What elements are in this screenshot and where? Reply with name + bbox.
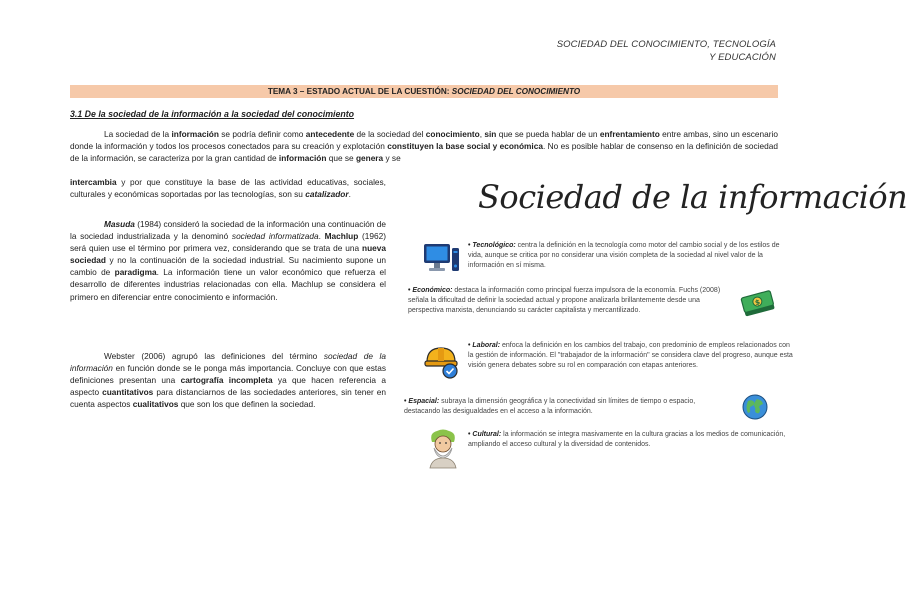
header-line-2: Y EDUCACIÓN xyxy=(709,52,776,63)
page-header xyxy=(557,38,776,64)
item-tecnologico: • Tecnológico: centra la definición en la tecnología como motor del cambio social y de los estilos de vida, aunque se critica por no considerar una visión completa de la sociedad al nivel valor de la información en sí misma. xyxy=(468,242,780,269)
paragraph-1-continued: intercambia y por que constituye la base de las actividad educativas, sociales, culturales y económicas soportadas por las tecnologías, son su catalizador. xyxy=(70,177,386,200)
item-laboral: • Laboral: enfoca la definición en los cambios del trabajo, con predominio de empleos relacionados con la gestión de información. El "trabajador de la información" se considera clave del progreso, aunque esta visión genera debates sobre su rol en comparación con etapas anteriores. xyxy=(468,342,793,369)
topic-banner xyxy=(70,85,778,98)
money-icon xyxy=(740,288,776,320)
paragraph-3: Webster (2006) agrupó las definiciones del término sociedad de la información en función donde se le ponga más importancia. Concluye con que estas definiciones presentan una cartografía incompleta ya que hacen referencia a aspecto cuantitativos para distanciarnos de las sociedades anteriores, sin tener en cuenta aspectos cualitativos que son los que definen la sociedad. xyxy=(70,351,386,410)
infographic xyxy=(400,178,907,478)
banner-prefix: TEMA 3 – ESTADO ACTUAL DE LA CUESTIÓN: xyxy=(267,87,452,96)
header-line-1: SOCIEDAD DEL CONOCIMIENTO, TECNOLOGÍA xyxy=(556,39,776,50)
svg-text:$: $ xyxy=(754,298,762,308)
item-espacial: • Espacial: subraya la dimensión geográfica y la conectividad sin límites de tiempo o espacio, destacando las desigualdades en el acceso a la información. xyxy=(404,398,696,415)
banner-emphasis: SOCIEDAD DEL CONOCIMIENTO xyxy=(451,87,581,96)
philosopher-icon xyxy=(424,428,462,468)
item-economico: • Económico: destaca la información como principal fuerza impulsora de la economía. Fuchs (2008) señala la dificultad de definir la sociedad actual y propone analizarla brillantemente desde una perspectiva marxista, denunciando su carácter capitalista y mercantilizado. xyxy=(408,287,721,314)
infographic-title: Sociedad de la información xyxy=(478,178,907,216)
section-title: 3.1 De la sociedad de la información a la sociedad del conocimiento xyxy=(70,109,355,119)
worker-helmet-icon xyxy=(422,342,460,380)
item-cultural: • Cultural: la información se integra masivamente en la cultura gracias a los medios de comunicación, ampliando el acceso cultural y la diversidad de contenidos. xyxy=(468,431,786,448)
computer-icon xyxy=(422,242,460,276)
paragraph-2: Masuda (1984) consideró la sociedad de la información una continuación de la sociedad industrializada y la denominó sociedad informatizada. Machlup (1962) será quien use el término por primera vez, considerando que se trata de una nueva sociedad y no la continuación de la sociedad industrial. Su nacimiento supone un cambio de paradigma. La información tiene un valor económico que refuerza el desarrollo de diferentes industrias relacionadas con ella. Machlup se considera el primero en diferenciar entre conocimiento e información. xyxy=(70,219,386,302)
paragraph-1: La sociedad de la información se podría definir como antecedente de la sociedad del conocimiento, sin que se pueda hablar de un enfrentamiento entre ambas, sino un escenario donde la información y todos los procesos conectados para su creación y explotación constituyen la base social y económica. No es posible hablar de consenso en la definición de sociedad de la información, se caracteriza por la gran cantidad de información que se genera y se xyxy=(70,129,778,164)
globe-icon xyxy=(740,392,770,422)
